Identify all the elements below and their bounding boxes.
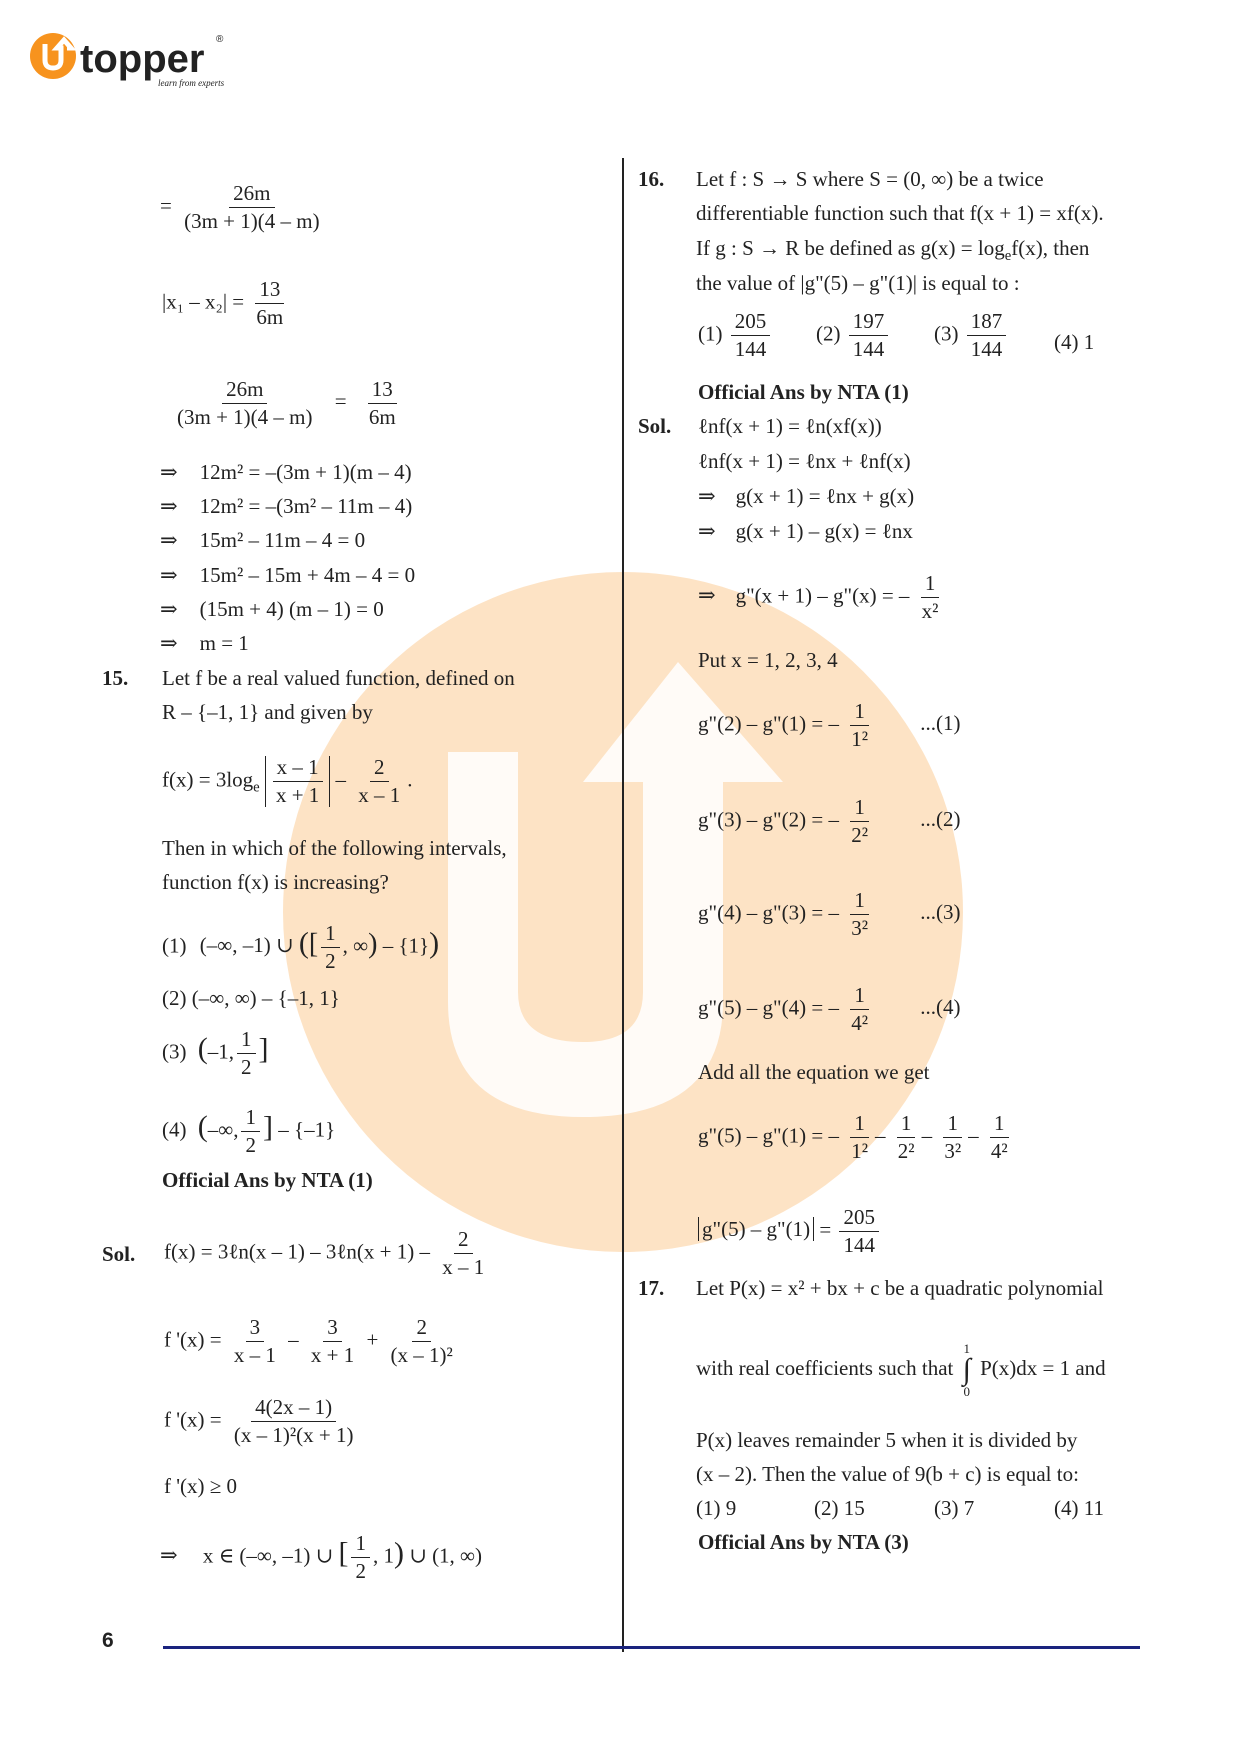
solution-16-step-2: ℓnf(x + 1) = ℓnx + ℓnf(x) [698,449,911,473]
solution-16-sum: g"(5) – g"(1) = – $\frac{1}{\text{1²}}$ – $\frac{1}{\text{2²}}$ – $\frac{1}{\text{3²}}$ – $\frac{1}{\text{4²}}$ [698,1111,1008,1164]
eq-line-1: = $\frac{26m}{(3m + 1)(4 - m)}$ [160,181,320,234]
option-17-4: (4) 11 [1054,1496,1104,1520]
svg-text:topper: topper [80,37,205,81]
solution-15-step-5: ⇒ x ∈ (–∞, –1) ∪ [ $\frac{1}{2}$ , 1) ∪ (1, ∞) [160,1531,483,1584]
question-15-line-3: Then in which of the following intervals, [162,836,507,860]
option-17-2: (2) 15 [814,1496,865,1520]
question-15-official-answer: Official Ans by NTA (1) [162,1168,373,1192]
solution-15-step-3: f '(x) = $\frac{4(2x - 1)}{\text{(x – 1)²(x + 1)}}$ [164,1395,354,1448]
solution-16-step-4: ⇒ g(x + 1) – g(x) = ℓnx [698,519,913,543]
option-15-4: (4) (–∞, $\frac{1}{2}$ ] – {–1} [162,1105,336,1158]
question-15-number: 15. [102,666,129,690]
eq-line-3: $\frac{26m}{(3m + 1)(4 - m)}$ = $\frac{13}{6m}$ [177,377,396,430]
solution-15-step-4: f '(x) ≥ 0 [164,1474,238,1498]
step-1: ⇒ 12m² = –(3m + 1)(m – 4) [160,460,412,484]
solution-15-step-1: f(x) = 3ℓn(x – 1) – 3ℓn(x + 1) – $\frac{2}{x - 1}$ [164,1227,485,1280]
step-2: ⇒ 12m² = –(3m² – 11m – 4) [160,494,413,518]
option-16-4: (4) 1 [1054,330,1095,354]
solution-15-step-2: f '(x) = $\frac{3}{x - 1}$ – $\frac{3}{x + 1}$ + $\frac{2}{\text{(x – 1)²}}$ [164,1315,453,1368]
question-16-line-4: the value of |g"(5) – g"(1)| is equal to : [696,271,1020,295]
question-15-line-2: R – {–1, 1} and given by [162,700,373,724]
question-16-line-3: If g : S → R be defined as $g(x) = \log_ef(x)$, then [696,236,1090,265]
step-3: ⇒ 15m² – 11m – 4 = 0 [160,528,366,552]
step-6: ⇒ m = 1 [160,631,249,655]
question-15-line-4: function f(x) is increasing? [162,870,389,894]
solution-16-final: g"(5) – g"(1) = $\frac{205}{144}$ [698,1206,882,1257]
solution-16-put: Put x = 1, 2, 3, 4 [698,648,838,672]
question-17-line-4: (x – 2). Then the value of 9(b + c) is equal to: [696,1462,1079,1486]
solution-15-label: Sol. [102,1242,136,1266]
question-16-line-2: differentiable function such that f(x + 1) = xf(x). [696,201,1104,225]
topper-logo [28,28,238,98]
option-16-1: (1) $\frac{205}{144}$ [698,310,773,361]
solution-16-eq-1: g"(2) – g"(1) = – $\frac{1}{\text{1²}}$ ...(1) [698,699,961,752]
solution-16-label: Sol. [638,414,672,438]
step-4: ⇒ 15m² – 15m + 4m – 4 = 0 [160,563,416,587]
solution-16-add: Add all the equation we get [698,1060,930,1084]
solution-16-step-3: ⇒ g(x + 1) = ℓnx + g(x) [698,484,915,508]
question-17-line-3: P(x) leaves remainder 5 when it is divided by [696,1428,1078,1452]
svg-text:learn from experts: learn from experts [158,78,225,88]
question-16-official-answer: Official Ans by NTA (1) [698,380,909,404]
question-17-number: 17. [638,1276,665,1300]
option-15-2: (2) (–∞, ∞) – {–1, 1} [162,986,340,1010]
option-17-3: (3) 7 [934,1496,975,1520]
question-17-line-1: Let P(x) = x² + bx + c be a quadratic polynomial [696,1276,1104,1300]
option-16-2: (2) $\frac{197}{144}$ [816,310,891,361]
question-15-function: $f(x) = 3\log_e$ $\frac{x - 1}{x + 1}$ – $\frac{2}{x - 1}$ . [162,755,413,808]
solution-16-eq-4: g"(5) – g"(4) = – $\frac{1}{\text{4²}}$ ...(4) [698,983,961,1036]
question-17-official-answer: Official Ans by NTA (3) [698,1530,909,1554]
eq-line-2: |x₁ – x₂| = $\frac{13}{6m}$ [162,277,284,330]
svg-text:®: ® [216,34,224,45]
question-16-line-1: Let f : S → S where S = (0, ∞) be a twice [696,167,1044,191]
question-15-line-1: Let f be a real valued function, defined on [162,666,515,690]
question-16-number: 16. [638,167,665,191]
option-17-1: (1) 9 [696,1496,737,1520]
page-number: 6 [102,1629,114,1652]
option-16-3: (3) $\frac{187}{144}$ [934,310,1009,361]
column-divider [622,158,624,1652]
option-15-3: (3) (–1, $\frac{1}{2}$ ] [162,1027,269,1080]
solution-16-eq-3: g"(4) – g"(3) = – $\frac{1}{\text{3²}}$ ...(3) [698,888,961,941]
solution-16-step-5: ⇒ g"(x + 1) – g"(x) = – $\frac{1}{\text{x²}}$ [698,571,939,624]
step-5: ⇒ (15m + 4) (m – 1) = 0 [160,597,384,621]
solution-16-step-1: ℓnf(x + 1) = ℓn(xf(x)) [698,414,882,438]
option-15-1: (1) (–∞, –1) ∪ ([ $\frac{1}{2}$ , ∞) – {1}) [162,921,440,974]
question-17-line-2: with real coefficients such that 1 ∫ 0 P(x)dx = 1 and [696,1341,1106,1399]
footer-rule [163,1646,1140,1649]
solution-16-eq-2: g"(3) – g"(2) = – $\frac{1}{\text{2²}}$ ...(2) [698,795,961,848]
